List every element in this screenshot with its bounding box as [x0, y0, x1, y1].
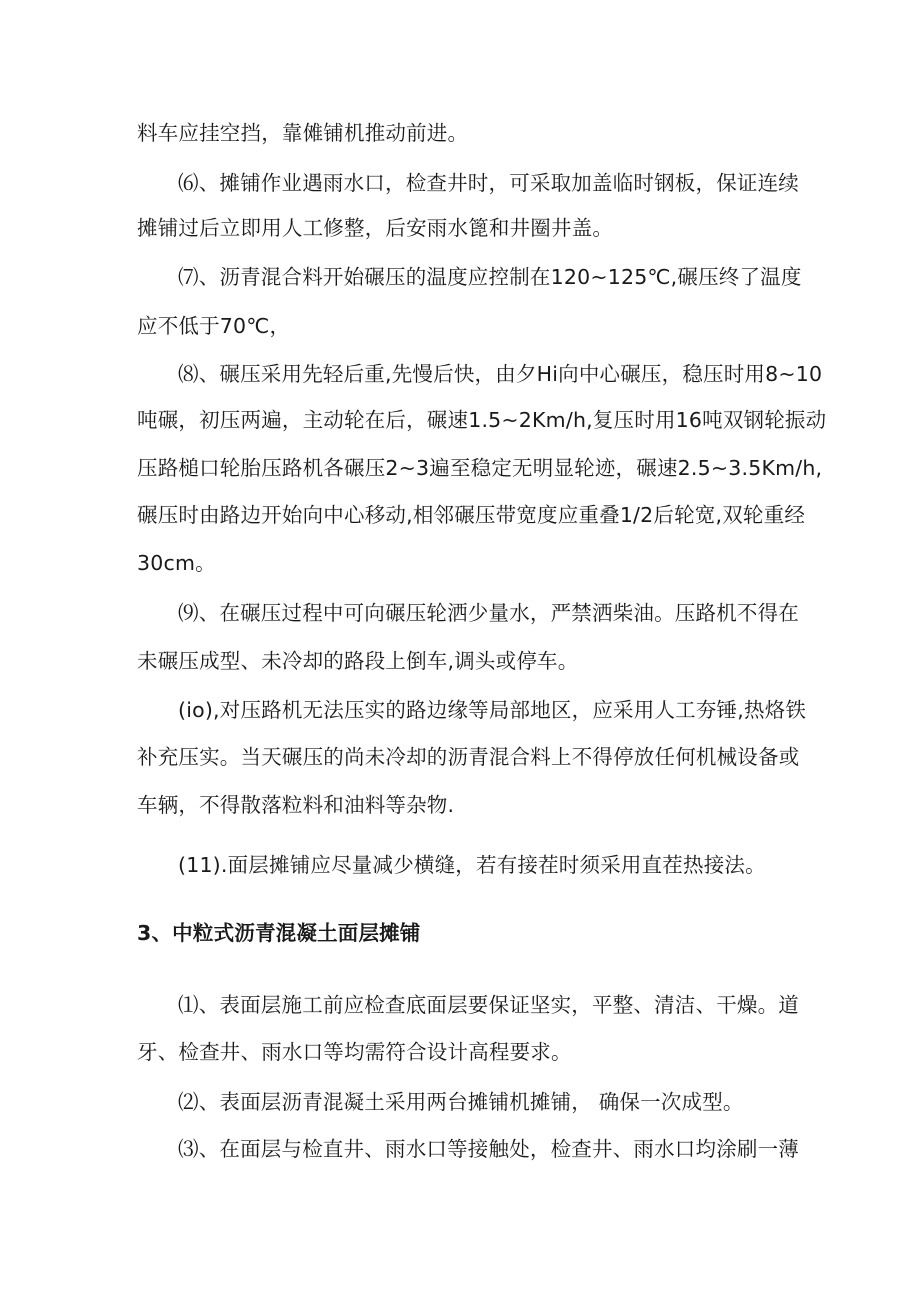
text-line: ⑼、在碾压过程中可向碾压轮洒少量水，严禁洒柴油。压路机不得在	[178, 601, 799, 625]
text-line: 牙、检查井、雨水口等均需符合设计高程要求。	[137, 1040, 572, 1064]
text-line: ⑻、碾压采用先轻后重,先慢后快，由夕Hi向中心碾压，稳压时用8~10	[178, 362, 823, 386]
text-line: ⑹、摊铺作业遇雨水口，检查井时，可采取加盖临时钢板，保证连续	[178, 171, 799, 195]
text-line: ⑺、沥青混合料开始碾压的温度应控制在120~125℃,碾压终了温度	[178, 265, 802, 289]
text-line: (11).面层摊铺应尽量减少横缝，若有接茬时须采用直茬热接法。	[178, 853, 766, 877]
text-line: 30cm。	[137, 551, 216, 575]
section-heading: 3、中粒式沥青混凝土面层摊铺	[137, 921, 421, 945]
text-line: 吨碾，初压两遍，主动轮在后，碾速1.5~2Km/h,复压时用16吨双钢轮振动	[137, 408, 827, 432]
text-line: ⑶、在面层与检直井、雨水口等接触处，检查井、雨水口均涂刷一薄	[178, 1137, 799, 1161]
text-line: ⑴、表面层施工前应检查底面层要保证坚实，平整、清洁、干燥。道	[178, 993, 799, 1017]
text-line: 料车应挂空挡，靠傩铺机推动前进。	[137, 121, 469, 145]
text-line: 未碾压成型、未冷却的路段上倒车,调头或停车。	[137, 649, 579, 673]
text-line: 车辆，不得散落粒料和油料等杂物.	[137, 793, 455, 817]
text-line: (io),对压路机无法压实的路边缘等局部地区，应采用人工夯锤,热烙铁	[178, 698, 807, 722]
text-line: ⑵、表面层沥青混凝土采用两台摊铺机摊铺， 确保一次成型。	[178, 1090, 744, 1114]
text-line: 应不低于70℃，	[137, 314, 291, 338]
text-line: 补充压实。当天碾压的尚未冷却的沥青混合料上不得停放任何机械设备或	[137, 745, 800, 769]
text-line: 摊铺过后立即用人工修整，后安雨水篦和井圈井盖。	[137, 216, 614, 240]
text-line: 碾压时由路边开始向中心移动,相邻碾压带宽度应重叠1/2后轮宽,双轮重经	[137, 503, 806, 527]
text-line: 压路槌口轮胎压路机各碾压2~3遍至稳定无明显轮迹，碾速2.5~3.5Km/h,	[137, 456, 823, 480]
